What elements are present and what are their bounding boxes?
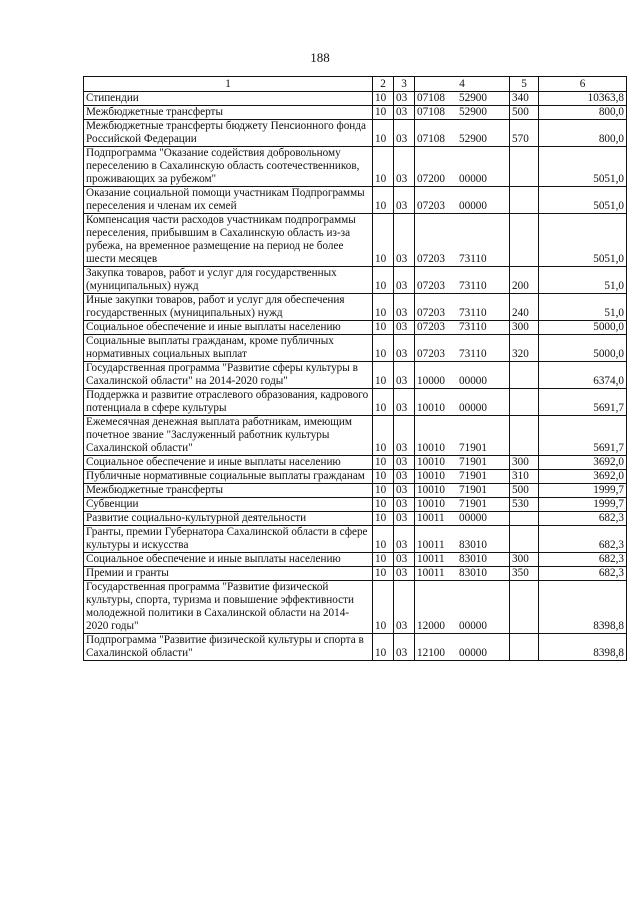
row-expense-type: 200 [510,267,539,294]
table-row [84,456,627,470]
row-subsection: 03 [394,416,415,456]
header-col-6: 6 [539,77,627,92]
row-amount: 5000,0 [539,321,627,335]
table-row [84,581,627,634]
header-col-3: 3 [394,77,415,92]
row-target-article [415,498,510,512]
row-expense-type: 300 [510,553,539,567]
row-amount: 682,3 [539,567,627,581]
row-target-article [415,147,510,187]
table-row [84,267,627,294]
row-name: Развитие социально-культурной деятельности [84,512,373,526]
row-name: Ежемесячная денежная выплата работникам, имеющим почетное звание "Заслуженный работник культуры Сахалинской области" [84,416,373,456]
target-article-code-b: 83010 [459,567,487,579]
row-section: 10 [373,416,394,456]
row-expense-type: 500 [510,484,539,498]
row-name: Социальное обеспечение и иные выплаты населению [84,553,373,567]
target-article-code-b: 52900 [459,133,487,145]
target-article-code-a: 07203 [417,348,445,360]
row-amount: 51,0 [539,267,627,294]
row-expense-type: 310 [510,470,539,484]
row-amount: 5691,7 [539,389,627,416]
target-article-code-a: 10011 [417,539,445,551]
row-subsection: 03 [394,389,415,416]
row-amount: 5691,7 [539,416,627,456]
row-name: Стипендии [84,92,373,106]
target-article-code-b: 00000 [459,402,487,414]
row-amount: 5000,0 [539,335,627,362]
row-subsection: 03 [394,321,415,335]
target-article-code-a: 10010 [417,442,445,454]
header-col-5: 5 [510,77,539,92]
row-amount: 8398,8 [539,581,627,634]
table-row [84,214,627,267]
row-name: Межбюджетные трансферты [84,484,373,498]
row-amount: 5051,0 [539,147,627,187]
target-article-code-a: 07108 [417,106,445,118]
row-name: Социальные выплаты гражданам, кроме публичных нормативных социальных выплат [84,335,373,362]
row-section: 10 [373,484,394,498]
row-subsection: 03 [394,92,415,106]
target-article-code-a: 12000 [417,620,445,632]
row-expense-type: 300 [510,456,539,470]
row-section: 10 [373,106,394,120]
row-name: Гранты, премии Губернатора Сахалинской области в сфере культуры и искусства [84,526,373,553]
row-amount: 3692,0 [539,456,627,470]
row-target-article [415,106,510,120]
row-amount: 800,0 [539,120,627,147]
target-article-code-a: 07108 [417,92,445,104]
row-section: 10 [373,470,394,484]
row-target-article [415,634,510,661]
row-expense-type [510,187,539,214]
row-subsection: 03 [394,581,415,634]
row-target-article [415,92,510,106]
target-article-code-a: 10010 [417,470,445,482]
target-article-code-b: 52900 [459,106,487,118]
row-section: 10 [373,581,394,634]
row-subsection: 03 [394,512,415,526]
row-name: Государственная программа "Развитие сферы культуры в Сахалинской области" на 2014-2020 годы" [84,362,373,389]
table-row [84,389,627,416]
row-expense-type [510,147,539,187]
row-amount: 682,3 [539,553,627,567]
row-section: 10 [373,187,394,214]
row-expense-type [510,416,539,456]
row-section: 10 [373,553,394,567]
header-col-2: 2 [373,77,394,92]
row-amount: 6374,0 [539,362,627,389]
target-article-code-a: 10011 [417,567,445,579]
row-section: 10 [373,267,394,294]
table-row [84,321,627,335]
row-target-article [415,335,510,362]
header-row [84,77,627,92]
row-section: 10 [373,335,394,362]
row-subsection: 03 [394,294,415,321]
table-row [84,634,627,661]
table-row [84,92,627,106]
table-row [84,498,627,512]
row-section: 10 [373,389,394,416]
row-amount: 1999,7 [539,484,627,498]
row-section: 10 [373,294,394,321]
row-target-article [415,484,510,498]
target-article-code-b: 00000 [459,647,487,659]
row-name: Межбюджетные трансферты бюджету Пенсионного фонда Российской Федерации [84,120,373,147]
header-col-1: 1 [84,77,373,92]
row-amount: 51,0 [539,294,627,321]
target-article-code-a: 07203 [417,321,445,333]
row-section: 10 [373,634,394,661]
table-row [84,106,627,120]
row-section: 10 [373,321,394,335]
row-target-article [415,553,510,567]
row-target-article [415,321,510,335]
row-section: 10 [373,92,394,106]
target-article-code-b: 73110 [459,321,487,333]
row-expense-type [510,362,539,389]
row-subsection: 03 [394,362,415,389]
row-section: 10 [373,456,394,470]
table-row [84,416,627,456]
row-name: Субвенции [84,498,373,512]
table-row [84,526,627,553]
row-subsection: 03 [394,106,415,120]
row-expense-type: 350 [510,567,539,581]
row-section: 10 [373,120,394,147]
row-target-article [415,581,510,634]
row-expense-type [510,581,539,634]
table-row [84,120,627,147]
target-article-code-b: 00000 [459,200,487,212]
row-subsection: 03 [394,335,415,362]
row-amount: 10363,8 [539,92,627,106]
target-article-code-b: 00000 [459,512,487,524]
target-article-code-a: 07203 [417,307,445,319]
row-subsection: 03 [394,120,415,147]
row-expense-type: 300 [510,321,539,335]
page-number: 188 [310,50,330,65]
target-article-code-b: 71901 [459,484,487,496]
row-name: Подпрограмма "Оказание содействия добровольному переселению в Сахалинскую область соотечественников, проживающих за рубежом" [84,147,373,187]
row-target-article [415,512,510,526]
row-name: Закупка товаров, работ и услуг для государственных (муниципальных) нужд [84,267,373,294]
row-expense-type: 570 [510,120,539,147]
row-name: Публичные нормативные социальные выплаты гражданам [84,470,373,484]
row-subsection: 03 [394,484,415,498]
row-target-article [415,267,510,294]
target-article-code-b: 83010 [459,539,487,551]
table-row [84,567,627,581]
target-article-code-b: 71901 [459,442,487,454]
row-section: 10 [373,214,394,267]
row-name: Подпрограмма "Развитие физической культуры и спорта в Сахалинской области" [84,634,373,661]
target-article-code-a: 07108 [417,133,445,145]
row-target-article [415,120,510,147]
target-article-code-b: 52900 [459,92,487,104]
row-name: Оказание социальной помощи участникам Подпрограммы переселения и членам их семей [84,187,373,214]
row-amount: 682,3 [539,512,627,526]
row-name: Межбюджетные трансферты [84,106,373,120]
row-target-article [415,294,510,321]
row-subsection: 03 [394,498,415,512]
table-row [84,470,627,484]
target-article-code-a: 10010 [417,484,445,496]
target-article-code-a: 10011 [417,553,445,565]
target-article-code-a: 07203 [417,253,445,265]
row-expense-type: 340 [510,92,539,106]
row-expense-type [510,526,539,553]
row-subsection: 03 [394,567,415,581]
target-article-code-a: 07200 [417,173,445,185]
table-row [84,512,627,526]
row-name: Социальное обеспечение и иные выплаты населению [84,456,373,470]
row-target-article [415,187,510,214]
row-expense-type [510,512,539,526]
row-target-article [415,470,510,484]
target-article-code-b: 71901 [459,470,487,482]
target-article-code-b: 73110 [459,280,487,292]
table-row [84,484,627,498]
row-subsection: 03 [394,456,415,470]
row-expense-type: 320 [510,335,539,362]
row-amount: 3692,0 [539,470,627,484]
target-article-code-a: 10010 [417,456,445,468]
row-amount: 1999,7 [539,498,627,512]
row-amount: 5051,0 [539,187,627,214]
row-amount: 5051,0 [539,214,627,267]
target-article-code-b: 73110 [459,253,487,265]
row-subsection: 03 [394,634,415,661]
table-row [84,187,627,214]
row-name: Иные закупки товаров, работ и услуг для обеспечения государственных (муниципальных) нужд [84,294,373,321]
target-article-code-b: 71901 [459,498,487,510]
row-name: Государственная программа "Развитие физической культуры, спорта, туризма и повышение эффективности молодежной политики в Сахалинской области на 2014-2020 годы" [84,581,373,634]
row-subsection: 03 [394,147,415,187]
table-row [84,362,627,389]
row-subsection: 03 [394,526,415,553]
row-expense-type [510,634,539,661]
row-section: 10 [373,147,394,187]
table-row [84,553,627,567]
target-article-code-b: 83010 [459,553,487,565]
row-section: 10 [373,512,394,526]
row-expense-type: 530 [510,498,539,512]
row-target-article [415,456,510,470]
target-article-code-b: 00000 [459,173,487,185]
table-row [84,294,627,321]
row-target-article [415,389,510,416]
budget-table [83,76,627,661]
target-article-code-a: 10011 [417,512,445,524]
row-section: 10 [373,567,394,581]
row-amount: 800,0 [539,106,627,120]
target-article-code-b: 00000 [459,620,487,632]
target-article-code-b: 73110 [459,307,487,319]
row-expense-type: 240 [510,294,539,321]
target-article-code-a: 07203 [417,200,445,212]
row-section: 10 [373,362,394,389]
target-article-code-a: 10000 [417,375,445,387]
row-subsection: 03 [394,214,415,267]
row-section: 10 [373,498,394,512]
row-section: 10 [373,526,394,553]
target-article-code-a: 10010 [417,498,445,510]
row-name: Компенсация части расходов участникам подпрограммы переселения, прибывшим в Сахалинскую область из-за рубежа, на временное размещение на период не более шести месяцев [84,214,373,267]
row-target-article [415,416,510,456]
header-col-4: 4 [415,77,510,92]
row-expense-type [510,214,539,267]
row-name: Социальное обеспечение и иные выплаты населению [84,321,373,335]
table-body [84,92,627,661]
row-subsection: 03 [394,187,415,214]
row-target-article [415,362,510,389]
target-article-code-b: 00000 [459,375,487,387]
table-row [84,335,627,362]
row-subsection: 03 [394,267,415,294]
target-article-code-a: 10010 [417,402,445,414]
target-article-code-a: 07203 [417,280,445,292]
row-expense-type [510,389,539,416]
target-article-code-b: 71901 [459,456,487,468]
target-article-code-b: 73110 [459,348,487,360]
row-subsection: 03 [394,470,415,484]
row-amount: 682,3 [539,526,627,553]
row-name: Премии и гранты [84,567,373,581]
table-row [84,147,627,187]
row-name: Поддержка и развитие отраслевого образования, кадрового потенциала в сфере культуры [84,389,373,416]
row-target-article [415,567,510,581]
row-expense-type: 500 [510,106,539,120]
target-article-code-a: 12100 [417,647,445,659]
row-target-article [415,214,510,267]
row-subsection: 03 [394,553,415,567]
row-amount: 8398,8 [539,634,627,661]
row-target-article [415,526,510,553]
